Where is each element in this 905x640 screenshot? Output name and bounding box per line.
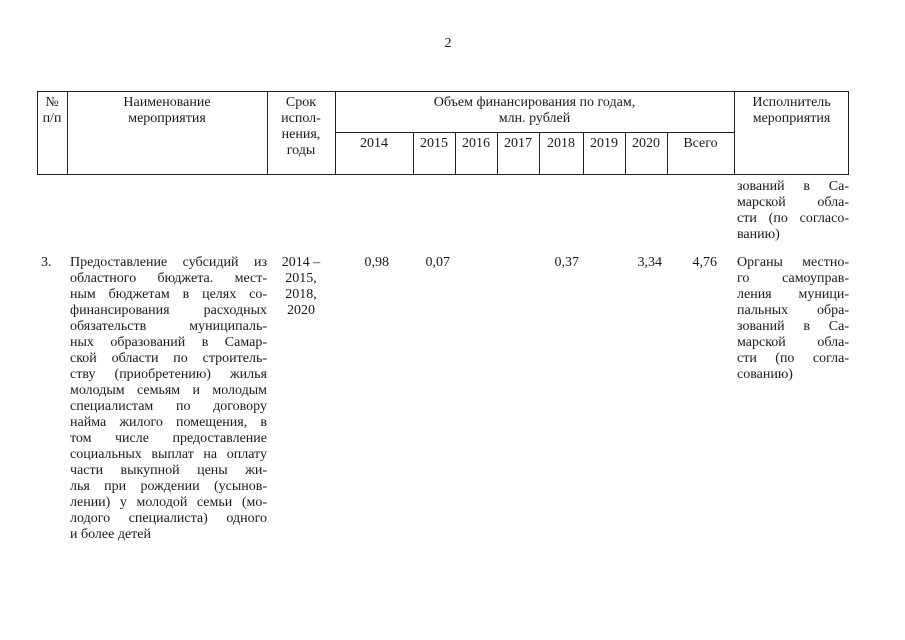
header-year-2020: 2020: [632, 136, 660, 151]
row-name: Предоставление субсидий из областного бюджета. мест- ным бюджетам в целях со- финансирования расходных обязательств муниципаль- ных образований в Самар- ской области по строитель- ству (приобретению) жилья молодым семьям и молодым специалистам по договору найма жилого помещения, в том числе предоставление социальных выплат на оплату части выкупной цены жи- лья при рождении (усынов- лении) у молодой семьи (мо- лодого специалиста) одного и более детей: [70, 255, 267, 542]
value-total: 4,76: [692, 255, 717, 270]
header-year-2015: 2015: [420, 136, 448, 151]
header-year-2017: 2017: [504, 136, 532, 151]
value-2014: 0,98: [364, 255, 389, 270]
header-total: Всего: [683, 136, 718, 151]
value-2018: 0,37: [554, 255, 579, 270]
header-year-2019: 2019: [590, 136, 618, 151]
value-2015: 0,07: [425, 255, 450, 270]
page-number: 2: [444, 36, 452, 51]
row-executor: Органы местно- го самоуправ- ления муници- пальных обра- зований в Са- марской обла- сти (по согла- сованию): [737, 255, 849, 382]
header-funding: Объем финансирования по годам, млн. рублей: [433, 95, 636, 126]
row-term: 2014 – 2015, 2018, 2020: [281, 255, 321, 318]
value-2020: 3,34: [637, 255, 662, 270]
row-number: 3.: [41, 255, 52, 270]
header-executor: Исполнитель мероприятия: [752, 95, 831, 126]
header-year-2014: 2014: [360, 136, 388, 151]
funding-subdivider: [335, 132, 734, 133]
header-number: № п/п: [42, 95, 62, 126]
header-name: Наименование мероприятия: [123, 95, 211, 126]
header-term: Срок испол- нения, годы: [281, 95, 321, 158]
header-year-2016: 2016: [462, 136, 490, 151]
header-year-2018: 2018: [547, 136, 575, 151]
executor-continuation: зований в Са- марской обла- сти (по согласо- ванию): [737, 179, 849, 242]
